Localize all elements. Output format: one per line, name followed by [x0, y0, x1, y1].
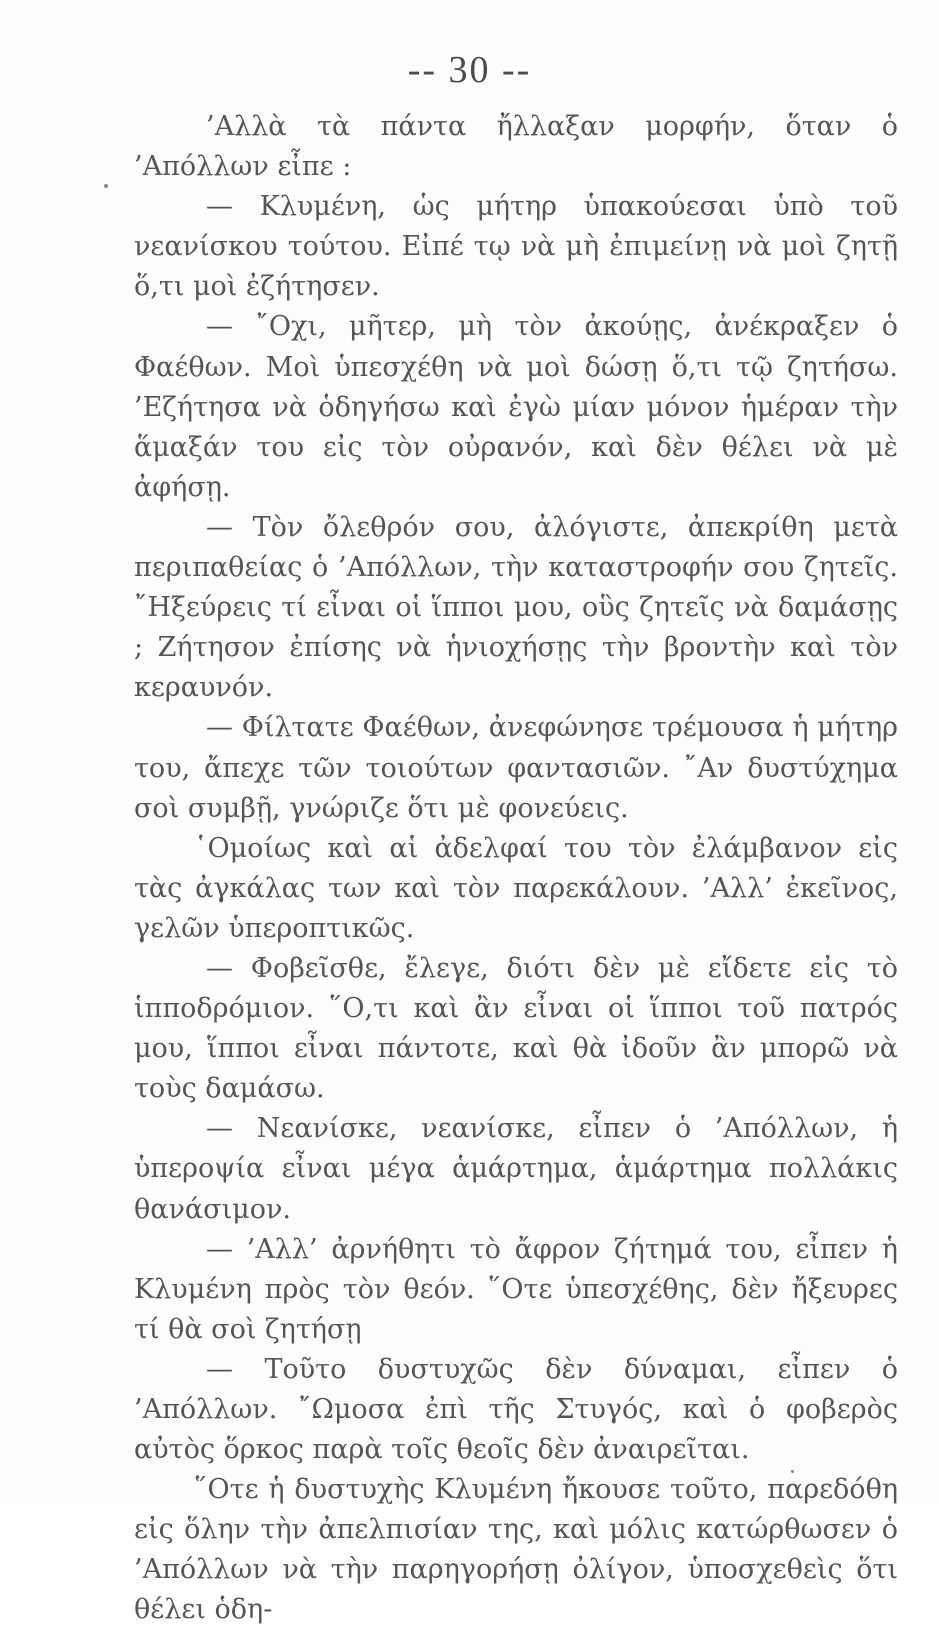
- paragraph: — Φοβεῖσθε, ἔλεγε, διότι δὲν μὲ εἴδετε εἰς τὸ ἱπποδρόμιον. ῞Ο,τι καὶ ἂν εἶναι οἱ ἵπποι τοῦ πατρός μου, ἵπποι εἶναι πάντοτε, καὶ θὰ ἰδοῦν ἂν μπορῶ νὰ τοὺς δαμάσω.: [134, 952, 898, 1105]
- paragraph: — ’Αλλ’ ἀρνήθητι τὸ ἄφρον ζήτημά του, εἶπεν ἡ Κλυμένη πρὸς τὸν θεόν. ῞Οτε ὑπεσχέθης, δὲν ἤξευρες τί θὰ σοὶ ζητήσῃ: [134, 1233, 898, 1345]
- paragraph: — Φίλτατε Φαέθων, ἀνεφώνησε τρέμουσα ἡ μήτηρ του, ἄπεχε τῶν τοιούτων φαντασιῶν. ῎Αν δυστύχημα σοὶ συμβῇ, γνώριζε ὅτι μὲ φονεύεις.: [134, 712, 898, 824]
- ink-speck: [791, 1470, 794, 1473]
- paragraph: ῾Ομοίως καὶ αἱ ἀδελφαί του τὸν ἐλάμβανον εἰς τὰς ἀγκάλας των καὶ τὸν παρεκάλουν. ’Αλλ’ ἐκεῖνος, γελῶν ὑπεροπτικῶς.: [134, 832, 898, 944]
- paragraph: — Νεανίσκε, νεανίσκε, εἶπεν ὁ ’Απόλλων, ἡ ὑπεροψία εἶναι μέγα ἁμάρτημα, ἁμάρτημα πολλάκις θανάσιμον.: [134, 1113, 898, 1225]
- ink-speck: [104, 184, 108, 188]
- paragraph: ’Αλλὰ τὰ πάντα ἤλλαξαν μορφήν, ὅταν ὁ ’Απόλλων εἶπε :: [134, 111, 898, 183]
- paragraph: — Κλυμένη, ὡς μήτηρ ὑπακούεσαι ὑπὸ τοῦ νεανίσκου τούτου. Εἰπέ τῳ νὰ μὴ ἐπιμείνῃ νὰ μοὶ ζητῇ ὅ,τι μοὶ ἐζήτησεν.: [134, 191, 898, 303]
- paragraph: — Τὸν ὄλεθρόν σου, ἀλόγιστε, ἀπεκρίθη μετὰ περιπαθείας ὁ ’Απόλλων, τὴν καταστροφήν σου ζητεῖς. ῎Ηξεύρεις τί εἶναι οἱ ἵπποι μου, οὓς ζητεῖς νὰ δαμάσῃς ; Ζήτησον ἐπίσης νὰ ἡνιοχήσῃς τὴν βροντὴν καὶ τὸν κεραυνόν.: [134, 511, 898, 704]
- paragraph: — Τοῦτο δυστυχῶς δὲν δύναμαι, εἶπεν ὁ ’Απόλλων. ῎Ωμοσα ἐπὶ τῆς Στυγός, καὶ ὁ φοβερὸς αὐτὸς ὅρκος παρὰ τοῖς θεοῖς δὲν ἀναιρεῖται.: [134, 1353, 898, 1466]
- body-text: [134, 107, 898, 1631]
- page-number: -- 30 --: [407, 49, 532, 91]
- paragraph: ῞Οτε ἡ δυστυχὴς Κλυμένη ἤκουσε τοῦτο, παρεδόθη εἰς ὅλην τὴν ἀπελπισίαν της, καὶ μόλις κατώρθωσεν ὁ ’Απόλλων νὰ τὴν παρηγορήσῃ ὀλίγον, ὑποσχεθεὶς ὅτι θέλει ὁδη-: [134, 1474, 898, 1626]
- paragraph: — ῎Οχι, μῆτερ, μὴ τὸν ἀκούῃς, ἀνέκραξεν ὁ Φαέθων. Μοὶ ὑπεσχέθη νὰ μοὶ δώσῃ ὅ,τι τῷ ζητήσω. ’Εζήτησα νὰ ὁδηγήσω καὶ ἐγὼ μίαν μόνον ἡμέραν τὴν ἅμαξάν του εἰς τὸν οὐρανόν, καὶ δὲν θέλει νὰ μὲ ἀφήσῃ.: [134, 311, 898, 503]
